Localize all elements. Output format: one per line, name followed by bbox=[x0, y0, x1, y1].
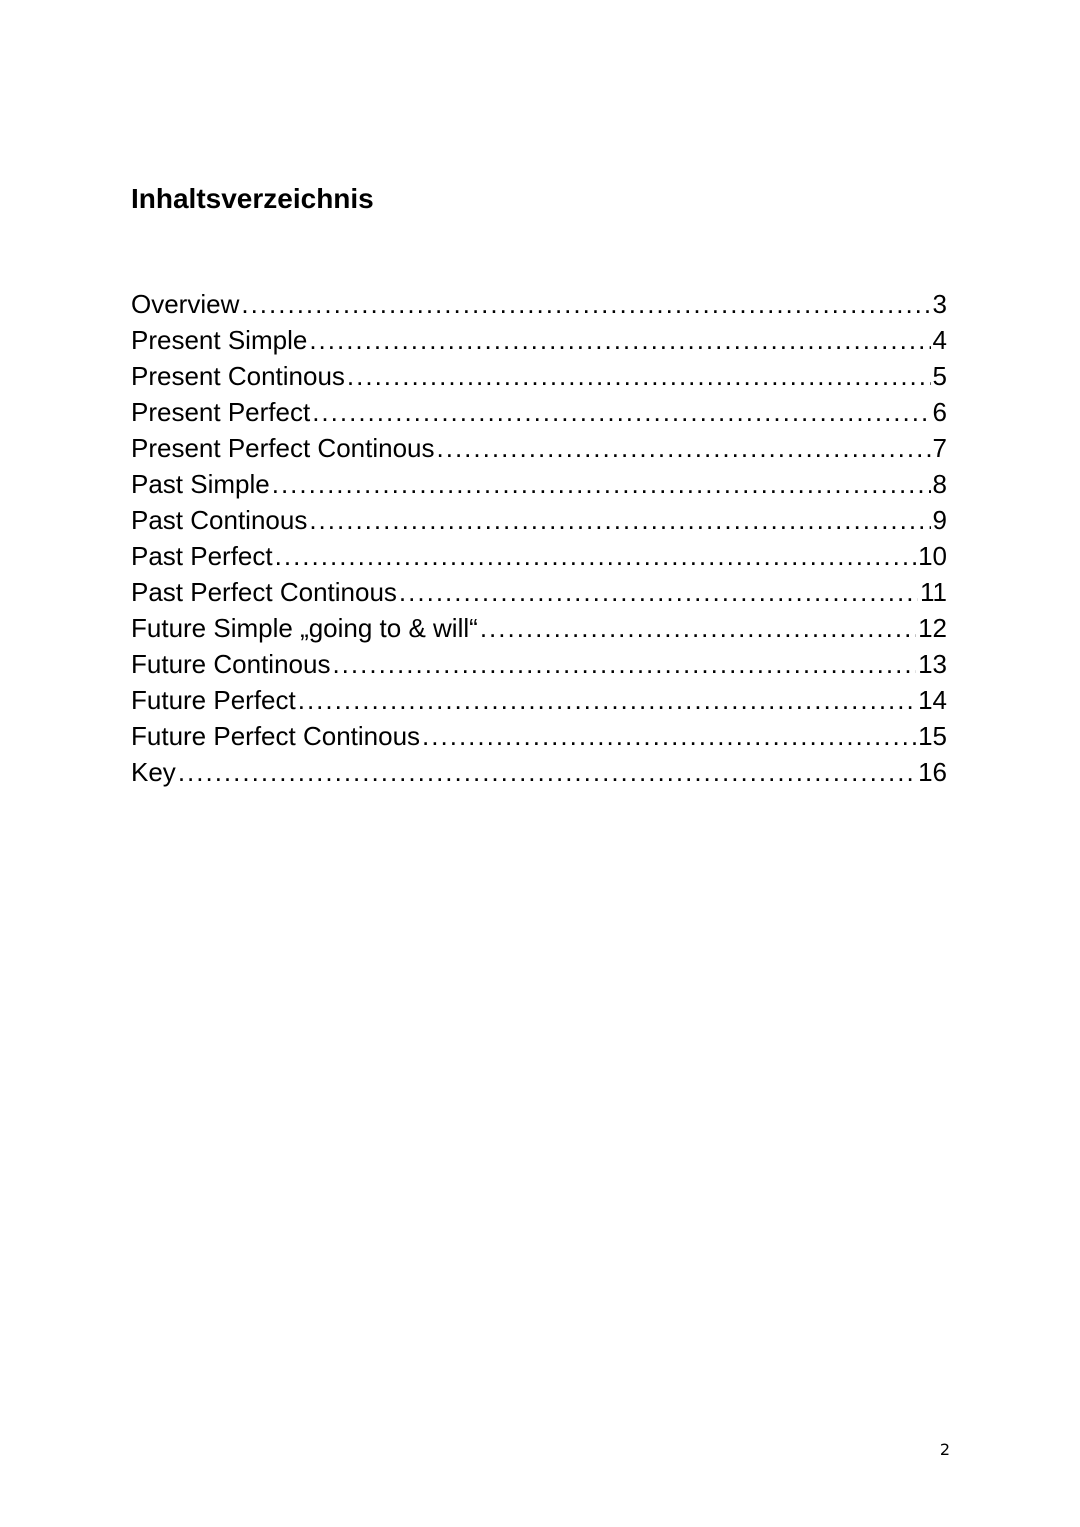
toc-entry-page: 7 bbox=[932, 433, 947, 463]
toc-entry-page: 5 bbox=[932, 361, 947, 391]
toc-entry-title: Present Simple bbox=[131, 325, 308, 355]
toc-entry-future-continous[interactable] bbox=[131, 646, 947, 682]
toc-entry-title: Past Simple bbox=[131, 469, 270, 499]
dot-leader bbox=[178, 754, 916, 790]
dot-leader bbox=[347, 358, 931, 394]
toc-entry-page: 4 bbox=[932, 325, 947, 355]
toc-entry-future-perfect[interactable] bbox=[131, 682, 947, 718]
dot-leader bbox=[332, 646, 916, 682]
toc-entry-past-simple[interactable] bbox=[131, 466, 947, 502]
toc-entry-page: 13 bbox=[918, 649, 947, 679]
toc-entry-page: 8 bbox=[932, 469, 947, 499]
dot-leader bbox=[272, 466, 931, 502]
toc-entry-title: Future Simple „going to & will“ bbox=[131, 613, 478, 643]
toc-entry-past-perfect-continous[interactable] bbox=[131, 574, 947, 610]
toc-heading: Inhaltsverzeichnis bbox=[131, 183, 374, 214]
toc-entry-page: 15 bbox=[918, 721, 947, 751]
dot-leader bbox=[312, 394, 930, 430]
dot-leader bbox=[422, 718, 916, 754]
toc-entry-title: Present Perfect Continous bbox=[131, 433, 435, 463]
page-number: 2 bbox=[939, 1440, 950, 1459]
toc-entry-present-perfect-continous[interactable] bbox=[131, 430, 947, 466]
toc-entry-page: 10 bbox=[918, 541, 947, 571]
toc-entry-page: 6 bbox=[932, 397, 947, 427]
toc-entry-title: Future Continous bbox=[131, 649, 331, 679]
toc-entry-title: Past Perfect bbox=[131, 541, 273, 571]
toc-entry-page: 11 bbox=[920, 577, 947, 607]
toc-entry-title: Future Perfect bbox=[131, 685, 296, 715]
toc-entry-present-simple[interactable] bbox=[131, 322, 947, 358]
toc-entry-title: Past Continous bbox=[131, 505, 308, 535]
toc-entry-title: Present Continous bbox=[131, 361, 345, 391]
toc-entry-future-perfect-continous[interactable] bbox=[131, 718, 947, 754]
toc-entry-title: Key bbox=[131, 757, 176, 787]
toc-entry-title: Overview bbox=[131, 289, 240, 319]
dot-leader bbox=[241, 286, 930, 322]
toc-entry-future-simple[interactable] bbox=[131, 610, 947, 646]
dot-leader bbox=[480, 610, 916, 646]
toc-entry-overview[interactable] bbox=[131, 286, 947, 322]
dot-leader bbox=[437, 430, 931, 466]
dot-leader bbox=[399, 574, 918, 610]
toc-entry-page: 12 bbox=[918, 613, 947, 643]
dot-leader bbox=[309, 502, 930, 538]
toc-entry-page: 9 bbox=[932, 505, 947, 535]
toc-entry-present-perfect[interactable] bbox=[131, 394, 947, 430]
toc-entry-present-continous[interactable] bbox=[131, 358, 947, 394]
toc-entry-page: 14 bbox=[918, 685, 947, 715]
toc-entry-title: Past Perfect Continous bbox=[131, 577, 397, 607]
toc-entry-page: 16 bbox=[918, 757, 947, 787]
toc-entry-past-perfect[interactable] bbox=[131, 538, 947, 574]
toc-entry-title: Future Perfect Continous bbox=[131, 721, 421, 751]
toc-entry-key[interactable] bbox=[131, 754, 947, 790]
dot-leader bbox=[275, 538, 916, 574]
toc-entry-title: Present Perfect bbox=[131, 397, 311, 427]
toc-entry-page: 3 bbox=[932, 289, 947, 319]
dot-leader bbox=[298, 682, 916, 718]
dot-leader bbox=[309, 322, 930, 358]
toc-entry-past-continous[interactable] bbox=[131, 502, 947, 538]
table-of-contents bbox=[131, 286, 947, 790]
